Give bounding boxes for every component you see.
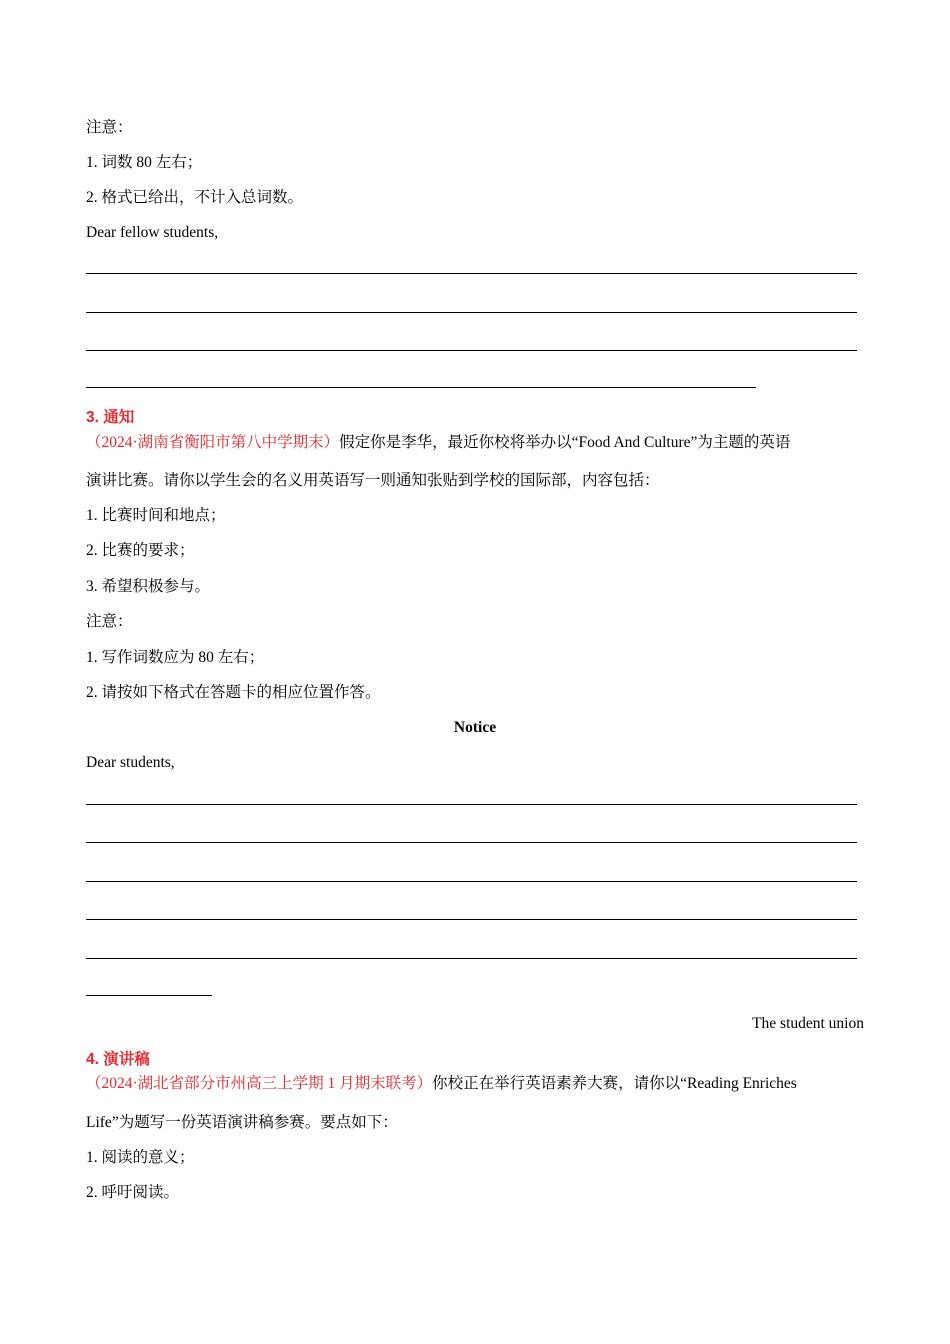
note-item: 2. 请按如下格式在答题卡的相应位置作答。 bbox=[86, 684, 381, 701]
salutation: Dear students, bbox=[86, 754, 175, 771]
salutation: Dear fellow students, bbox=[86, 224, 219, 241]
answer-line bbox=[86, 804, 857, 805]
answer-line bbox=[86, 881, 857, 882]
answer-line bbox=[86, 350, 857, 351]
note-item: 2. 格式已给出，不计入总词数。 bbox=[86, 189, 304, 206]
prompt-line bbox=[86, 433, 790, 453]
point-item: 1. 阅读的意义； bbox=[86, 1149, 195, 1166]
section-heading: 3. 通知 bbox=[86, 409, 135, 426]
prompt-line bbox=[86, 1074, 797, 1094]
point-item: 1. 比赛时间和地点； bbox=[86, 507, 226, 524]
point-item: 3. 希望积极参与。 bbox=[86, 578, 211, 595]
prompt-text: 假定你是李华，最近你校将举办以“Food And Culture”为主题的英语 bbox=[339, 434, 791, 451]
answer-line bbox=[86, 387, 756, 388]
answer-line bbox=[86, 842, 857, 843]
note-item: 1. 写作词数应为 80 左右； bbox=[86, 649, 265, 666]
point-item: 2. 比赛的要求； bbox=[86, 542, 195, 559]
prompt-line: Life”为题写一份英语演讲稿参赛。要点如下： bbox=[86, 1114, 398, 1131]
note-label: 注意： bbox=[86, 613, 133, 630]
signature: The student union bbox=[752, 1015, 864, 1032]
notice-title: Notice bbox=[453, 719, 497, 736]
answer-line bbox=[86, 995, 212, 996]
answer-line bbox=[86, 273, 857, 274]
source-citation: （2024·湖北省部分市州高三上学期 1 月期末联考） bbox=[86, 1075, 433, 1092]
note-label: 注意： bbox=[86, 119, 133, 136]
prompt-line: 演讲比赛。请你以学生会的名义用英语写一则通知张贴到学校的国际部，内容包括： bbox=[86, 472, 660, 489]
answer-line bbox=[86, 312, 857, 313]
source-citation: （2024·湖南省衡阳市第八中学期末） bbox=[86, 434, 340, 451]
prompt-text: 你校正在举行英语素养大赛，请你以“Reading Enriches bbox=[432, 1075, 797, 1092]
answer-line bbox=[86, 958, 857, 959]
note-item: 1. 词数 80 左右； bbox=[86, 154, 203, 171]
point-item: 2. 呼吁阅读。 bbox=[86, 1184, 180, 1201]
answer-line bbox=[86, 919, 857, 920]
section-heading: 4. 演讲稿 bbox=[86, 1051, 150, 1068]
